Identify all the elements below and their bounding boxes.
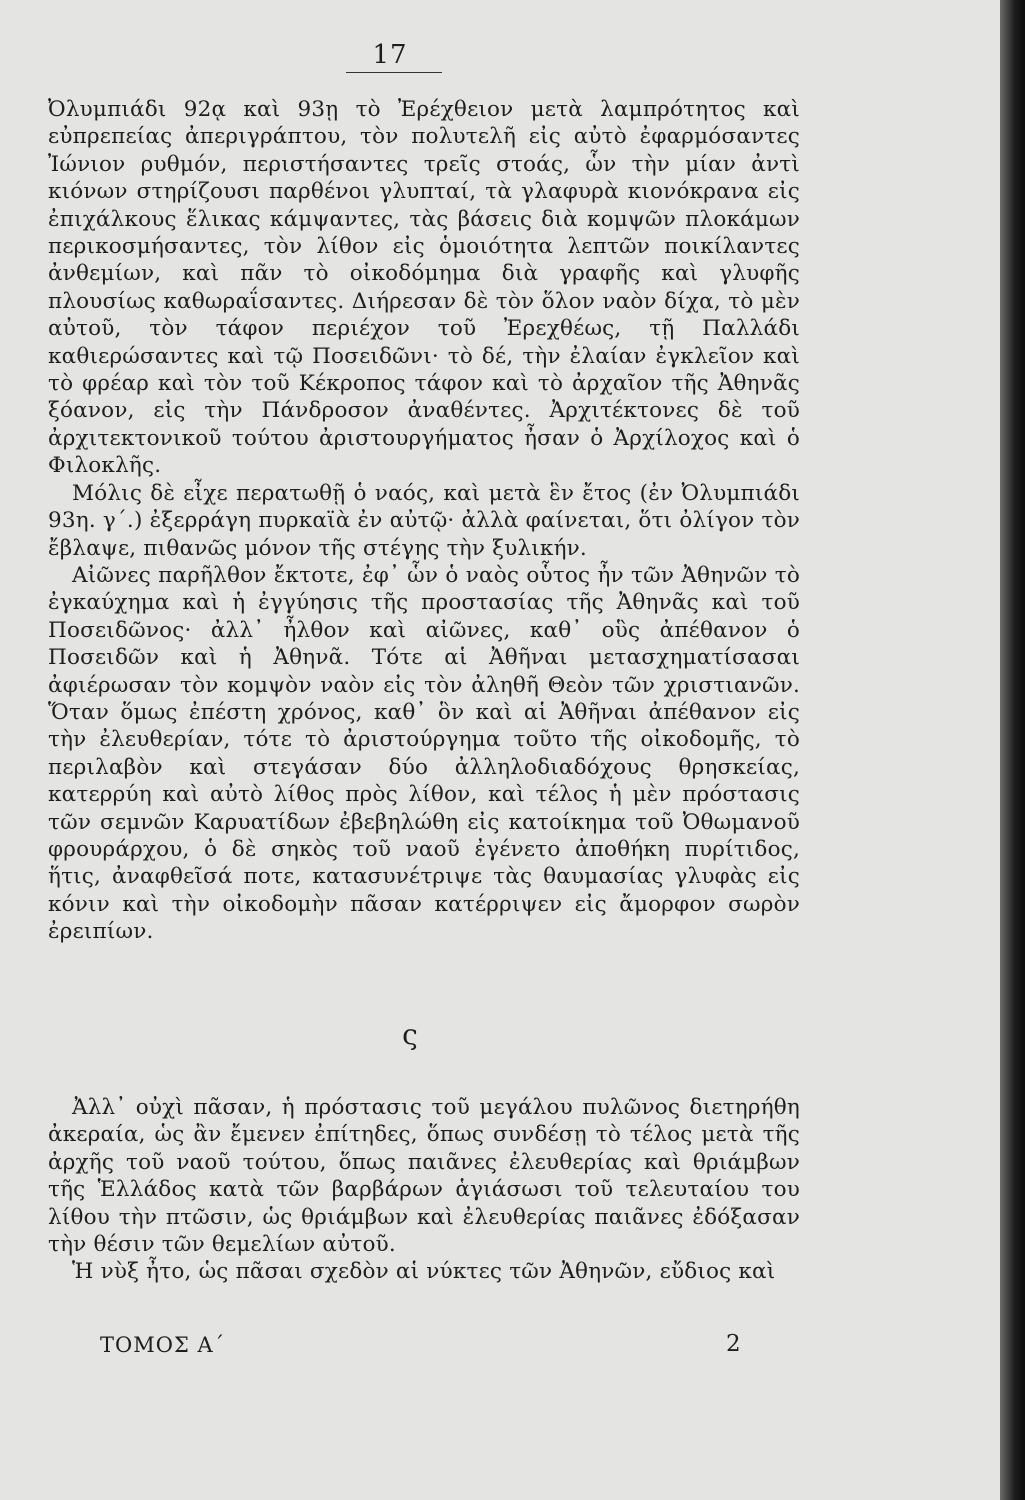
paragraph: Ἡ νὺξ ἦτο, ὡς πᾶσαι σχεδὸν αἱ νύκτες τῶν Ἀθηνῶν, εὔδιος καὶ — [72, 1259, 776, 1285]
paragraph: Ὀλυμπιάδι 92ᾳ καὶ 93ῃ τὸ Ἐρέχθειον μετὰ λαμπρότητος καὶ εὐπρεπείας ἀπεριγράπτου, τὸν πολυτελῆ εἰς αὐτὸ ἐφαρμόσαντες Ἰώνιον ρυθμόν, περιστήσαντες τρεῖς στοάς, ὧν τὴν μίαν ἀντὶ κιόνων στηρίζουσι παρθένοι γλυπταί, τὰ γλαφυρὰ κιονόκρανα εἰς ἐπιχάλκους ἕλικας κάμψαντες, τὰς βάσεις διὰ κομψῶν πλοκάμων περικοσμήσαντες, τὸν λίθον εἰς ὁμοιότητα λεπτῶν ποικίλαντες ἀνθεμίων, καὶ πᾶν τὸ οἰκοδόμημα διὰ γραφῆς καὶ γλυφῆς πλουσίως καθωραΐσαντες. Διήρεσαν δὲ τὸν ὅλον ναὸν δίχα, τὸ μὲν αὐτοῦ, τὸν τάφον περιέχον τοῦ Ἐρεχθέως, τῇ Παλλάδι καθιερώσαντες καὶ τῷ Ποσειδῶνι· τὸ δέ, τὴν ἐλαίαν ἐγκλεῖον καὶ τὸ φρέαρ καὶ τὸν τοῦ Κέκροπος τάφον καὶ τὸ ἀρχαῖον τῆς Ἀθηνᾶς ξόανον, εἰς τὴν Πάνδροσον ἀναθέντες. Ἀρχιτέκτονες δὲ τοῦ ἀρχιτεκτονικοῦ τούτου ἀριστουργήματος ἦσαν ὁ Ἀρχίλοχος καὶ ὁ Φιλοκλῆς. — [48, 97, 800, 479]
page-number: 17 — [372, 40, 408, 70]
book-spine-shadow — [1000, 0, 1025, 1500]
text-block-lower — [48, 1094, 800, 1286]
footer-signature: 2 — [726, 1331, 741, 1357]
text-block-upper — [48, 96, 800, 946]
footer-volume: ΤΟΜΟΣ Α΄ — [100, 1333, 226, 1357]
section-mark: ς — [402, 1018, 418, 1051]
page-number-rule — [346, 72, 442, 73]
paragraph: Αἰῶνες παρῆλθον ἔκτοτε, ἐφ᾽ ὧν ὁ ναὸς οὗτος ἦν τῶν Ἀθηνῶν τὸ ἐγκαύχημα καὶ ἡ ἐγγύησις τῆς προστασίας τῆς Ἀθηνᾶς καὶ τοῦ Ποσειδῶνος· ἀλλ᾽ ἦλθον καὶ αἰῶνες, καθ᾽ οὓς ἀπέθανον ὁ Ποσειδῶν καὶ ἡ Ἀθηνᾶ. Τότε αἱ Ἀθῆναι μετασχηματίσασαι ἀφιέρωσαν τὸν κομψὸν ναὸν εἰς τὸν ἀληθῆ Θεὸν τῶν χριστιανῶν. Ὅταν ὅμως ἐπέστη χρόνος, καθ᾽ ὃν καὶ αἱ Ἀθῆναι ἀπέθανον εἰς τὴν ἐλευθερίαν, τότε τὸ ἀριστούργημα τοῦτο τῆς οἰκοδομῆς, τὸ περιλαβὸν καὶ στεγάσαν δύο ἀλληλοδιαδόχους θρησκείας, κατερρύη καὶ αὐτὸ λίθος πρὸς λίθον, καὶ τέλος ἡ μὲν πρόστασις τῶν σεμνῶν Καρυατίδων ἐβεβηλώθη εἰς κατοίκημα τοῦ Ὀθωμανοῦ φρουράρχου, ὁ δὲ σηκὸς τοῦ ναοῦ ἐγένετο ἀποθήκη πυρίτιδος, ἥτις, ἀναφθεῖσά ποτε, κατασυνέτριψε τὰς θαυμασίας γλυφὰς εἰς κόνιν καὶ τὴν οἰκοδομὴν πᾶσαν κατέρριψεν εἰς ἄμορφον σωρὸν ἐρειπίων. — [48, 562, 800, 945]
paragraph: Ἀλλ᾽ οὐχὶ πᾶσαν, ἡ πρόστασις τοῦ μεγάλου πυλῶνος διετηρήθη ἀκεραία, ὡς ἂν ἔμενεν ἐπίτηδες, ὅπως συνδέσῃ τὸ τέλος μετὰ τῆς ἀρχῆς τοῦ ναοῦ τούτου, ὅπως παιᾶνες ἐλευθερίας καὶ θριάμβων τῆς Ἑλλάδος κατὰ τῶν βαρβάρων ἁγιάσωσι τοῦ τελευταίου του λίθου τὴν πτῶσιν, ὡς θριάμβων καὶ ἐλευθερίας παιᾶνες ἐδόξασαν τὴν θέσιν τῶν θεμελίων αὐτοῦ. — [48, 1095, 800, 1258]
paragraph: Μόλις δὲ εἶχε περατωθῇ ὁ ναός, καὶ μετὰ ἓν ἔτος (ἐν Ὀλυμπιάδι 93η. γ΄.) ἐξερράγη πυρκαϊὰ ἐν αὐτῷ· ἀλλὰ φαίνεται, ὅτι ὀλίγον τὸν ἔβλαψε, πιθανῶς μόνον τῆς στέγης τὴν ξυλικήν. — [48, 480, 800, 561]
